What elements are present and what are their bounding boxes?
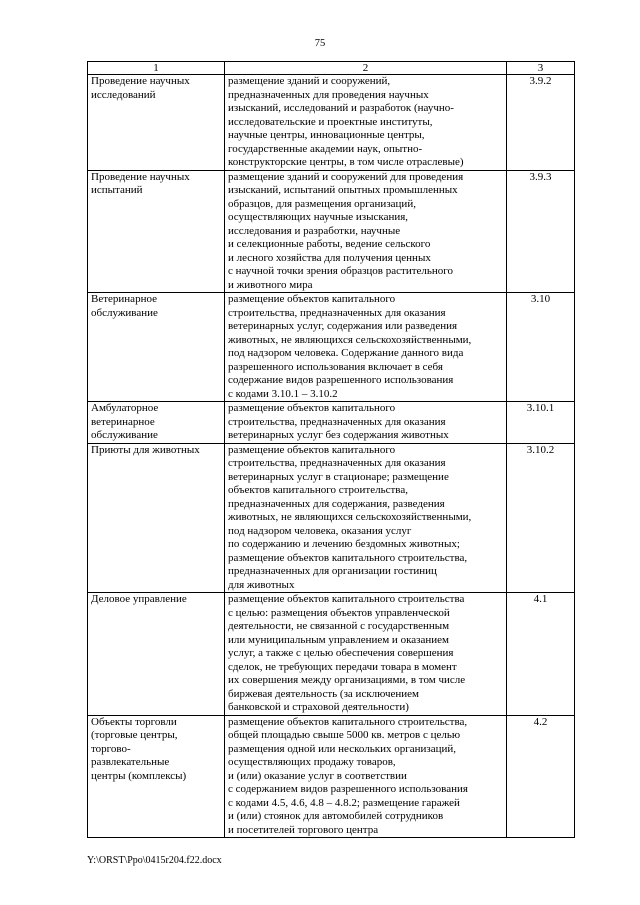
use-description-cell-line: и селекционные работы, ведение сельского	[228, 238, 431, 250]
use-description-cell-line: осуществляющих продажу товаров,	[228, 756, 396, 768]
land-use-table	[87, 61, 575, 838]
use-description-cell-line: и лесного хозяйства для получения ценных	[228, 251, 431, 264]
footer-file-path: Y:\ORST\Ppo\0415r204.f22.docx	[87, 855, 222, 866]
use-name-cell-line: исследований	[91, 88, 156, 101]
use-description-cell	[225, 715, 507, 838]
use-description-cell-line: размещение объектов капитального строительства	[228, 593, 465, 605]
use-description-cell-line: размещение объектов капитального строительства,	[228, 715, 468, 728]
table-row	[88, 293, 575, 402]
use-name-cell	[88, 75, 225, 171]
table-row	[88, 402, 575, 444]
use-description-cell-line: по содержанию и лечению бездомных животных;	[228, 538, 460, 550]
use-description-cell-line: услуг, а также с целью обеспечения совершения	[228, 647, 454, 659]
use-description-cell-line: изысканий, испытаний опытных промышленных	[228, 184, 458, 196]
use-description-cell-line: их совершения между организациями, в том числе	[228, 674, 466, 686]
use-description-cell-line: размещение объектов капитального строительства,	[228, 551, 468, 564]
use-name-cell	[88, 170, 225, 293]
use-description-cell-line: и (или) оказание услуг в соответствии	[228, 769, 407, 782]
use-name-cell-line: Ветеринарное	[91, 293, 157, 305]
use-description-cell-line: с целью: размещения объектов управленческой	[228, 606, 450, 619]
use-description-cell-line: биржевая деятельность (за исключением	[228, 687, 419, 700]
use-description-cell-line: с кодами 4.5, 4.6, 4.8 – 4.8.2; размещение гаражей	[228, 796, 460, 809]
use-description-cell	[225, 443, 507, 593]
use-name-cell-line: Объекты торговли	[91, 715, 177, 728]
use-description-cell-line: и животного мира	[228, 278, 313, 291]
table-row	[88, 715, 575, 838]
use-code-cell: 3.10.1	[507, 402, 575, 444]
use-description-cell-line: размещение объектов капитального	[228, 402, 396, 414]
use-description-cell-line: размещение объектов капитального	[228, 443, 396, 456]
use-description-cell-line: размещение зданий и сооружений,	[228, 75, 391, 87]
table-row	[88, 443, 575, 593]
table-row	[88, 170, 575, 293]
use-description-cell	[225, 170, 507, 293]
use-code-cell: 3.10	[507, 293, 575, 402]
use-description-cell-line: с научной точки зрения образцов растительного	[228, 265, 454, 277]
use-description-cell-line: банковской и страховой деятельности)	[228, 701, 409, 713]
use-description-cell-line: строительства, предназначенных для оказания	[228, 415, 446, 428]
use-name-cell-line: Приюты для животных	[91, 443, 200, 456]
use-description-cell-line: и посетителей торгового центра	[228, 823, 379, 836]
use-name-cell-line: Амбулаторное	[91, 402, 159, 414]
table-body	[88, 75, 575, 838]
use-description-cell	[225, 593, 507, 716]
table-header-row	[88, 62, 575, 75]
use-description-cell-line: содержание видов разрешенного использования	[228, 374, 454, 386]
use-description-cell-line: исследования и разработки, научные	[228, 224, 401, 237]
use-name-cell	[88, 402, 225, 444]
use-description-cell-line: животных, не являющихся сельскохозяйственными,	[228, 511, 472, 523]
use-description-cell-line: строительства, предназначенных для оказания	[228, 457, 446, 469]
use-description-cell-line: конструкторские центры, в том числе отраслевые)	[228, 156, 464, 168]
use-name-cell-line: ветеринарное	[91, 415, 155, 428]
use-name-cell-line: испытаний	[91, 184, 143, 196]
use-description-cell-line: образцов, для размещения организаций,	[228, 197, 416, 210]
use-description-cell	[225, 293, 507, 402]
use-description-cell-line: государственные академии наук, опытно-	[228, 142, 423, 155]
use-name-cell	[88, 293, 225, 402]
use-code-cell: 3.10.2	[507, 443, 575, 593]
use-name-cell-line: обслуживание	[91, 306, 158, 319]
use-description-cell-line: строительства, предназначенных для оказания	[228, 306, 446, 319]
use-description-cell-line: размещение объектов капитального	[228, 293, 396, 305]
use-description-cell-line: с кодами 3.10.1 – 3.10.2	[228, 387, 338, 400]
use-description-cell-line: с содержанием видов разрешенного использования	[228, 783, 468, 795]
table-row	[88, 593, 575, 716]
use-description-cell-line: изысканий, исследований и разработок (научно-	[228, 102, 454, 114]
header-col-3: 3	[507, 62, 575, 75]
use-code-cell: 4.2	[507, 715, 575, 838]
use-name-cell-line: развлекательные	[91, 756, 170, 768]
use-name-cell-line: Деловое управление	[91, 593, 187, 605]
use-description-cell-line: размещения одной или нескольких организаций,	[228, 742, 457, 755]
use-description-cell-line: общей площадью свыше 5000 кв. метров с целью	[228, 729, 461, 741]
use-description-cell-line: ветеринарных услуг без содержания животных	[228, 429, 449, 441]
use-description-cell-line: или муниципальным управлением и оказанием	[228, 633, 449, 646]
use-description-cell	[225, 402, 507, 444]
use-description-cell-line: размещение зданий и сооружений для проведения	[228, 170, 464, 183]
use-description-cell-line: предназначенных для содержания, разведения	[228, 497, 445, 510]
use-name-cell-line: торгово-	[91, 742, 131, 755]
use-name-cell-line: (торговые центры,	[91, 729, 178, 741]
header-col-1: 1	[88, 62, 225, 75]
use-description-cell-line: ветеринарных услуг в стационаре; размещение	[228, 470, 449, 483]
use-description-cell-line: сделок, не требующих передачи товара в момент	[228, 660, 457, 673]
header-col-2: 2	[225, 62, 507, 75]
use-description-cell-line: предназначенных для организации гостиниц	[228, 565, 437, 577]
use-code-cell: 3.9.3	[507, 170, 575, 293]
use-code-cell: 3.9.2	[507, 75, 575, 171]
use-description-cell-line: ветеринарных услуг, содержания или разведения	[228, 320, 458, 332]
use-description-cell-line: под надзором человека, оказания услуг	[228, 524, 412, 537]
use-name-cell	[88, 593, 225, 716]
use-description-cell-line: под надзором человека. Содержание данного вида	[228, 347, 464, 359]
use-description-cell-line: объектов капитального строительства,	[228, 484, 408, 496]
use-description-cell-line: предназначенных для проведения научных	[228, 88, 429, 101]
use-description-cell-line: исследовательские и проектные институты,	[228, 115, 433, 128]
use-name-cell	[88, 715, 225, 838]
use-description-cell	[225, 75, 507, 171]
table-row	[88, 75, 575, 171]
use-description-cell-line: для животных	[228, 578, 295, 591]
use-description-cell-line: разрешенного использования включает в себя	[228, 360, 443, 373]
use-name-cell-line: центры (комплексы)	[91, 769, 187, 782]
use-name-cell	[88, 443, 225, 593]
use-description-cell-line: деятельности, не связанной с государственным	[228, 620, 450, 632]
use-name-cell-line: Проведение научных	[91, 75, 190, 87]
use-description-cell-line: животных, не являющихся сельскохозяйственными,	[228, 333, 472, 346]
use-description-cell-line: осуществляющих научные изыскания,	[228, 211, 409, 223]
use-code-cell: 4.1	[507, 593, 575, 716]
page-number: 75	[314, 38, 326, 49]
use-description-cell-line: и (или) стоянок для автомобилей сотрудников	[228, 810, 444, 822]
use-description-cell-line: научные центры, инновационные центры,	[228, 129, 425, 141]
use-name-cell-line: Проведение научных	[91, 170, 190, 183]
use-name-cell-line: обслуживание	[91, 429, 158, 441]
